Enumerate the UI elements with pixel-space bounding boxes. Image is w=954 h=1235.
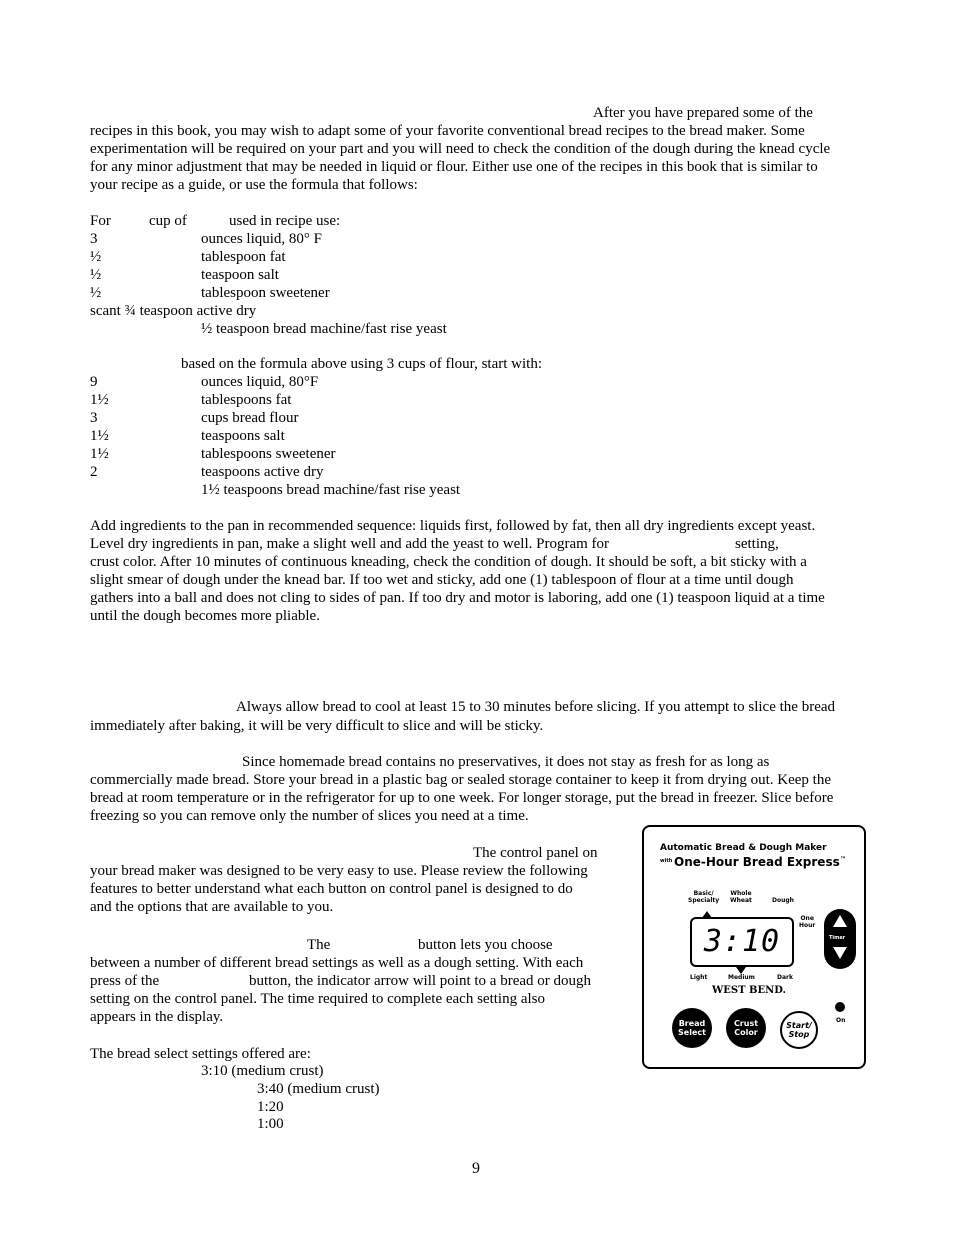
method-line: crust color. After 10 minutes of continuous kneading, check the condition of dough. It should be soft, a bit sticky with a — [90, 554, 807, 570]
method-line: slight smear of dough under the knead bar. If too wet and sticky, add one (1) tablespoon of flour at a time until dough — [90, 572, 794, 588]
method-line: setting, — [735, 536, 779, 552]
control-panel-line: your bread maker was designed to be very easy to use. Please review the following — [90, 863, 588, 879]
timer-button[interactable] — [824, 909, 856, 969]
formula-yeast-fast: ½ teaspoon bread machine/fast rise yeast — [201, 321, 447, 337]
bread-select-line: press of the — [90, 973, 160, 989]
setting-item: 1:20 — [257, 1099, 284, 1115]
setting-label-whole-wheat: Whole Wheat — [730, 890, 752, 904]
example-qty: 2 — [90, 464, 98, 480]
bread-select-line: The — [307, 937, 331, 953]
setting-label-dough: Dough — [772, 897, 794, 904]
formula-cup-of: cup of — [149, 213, 187, 229]
crust-color-button[interactable]: Crust Color — [726, 1008, 766, 1048]
panel-title-line2: One-Hour Bread Express — [674, 855, 840, 869]
example-qty: 9 — [90, 374, 98, 390]
indicator-down-arrow-icon — [736, 967, 746, 974]
example-item: teaspoons salt — [201, 428, 285, 444]
bread-select-line: between a number of different bread settings as well as a dough setting. With each — [90, 955, 584, 971]
lcd-display — [690, 917, 794, 967]
panel-with: with — [660, 858, 673, 864]
panel-tm: ™ — [840, 856, 846, 863]
timer-label: Timer — [829, 935, 846, 941]
example-qty: 1½ — [90, 446, 109, 462]
power-indicator-light — [835, 1002, 845, 1012]
example-yeast-fast: 1½ teaspoons bread machine/fast rise yeast — [201, 482, 461, 498]
bread-select-line: button, the indicator arrow will point to a bread or dough — [249, 973, 592, 989]
example-item: cups bread flour — [201, 410, 299, 426]
brand-logo: WEST BEND. — [712, 985, 787, 996]
start-stop-button[interactable]: Start/ Stop — [780, 1011, 818, 1049]
intro-line: experimentation will be required on your part and you will need to check the condition of the dough during the knead cycle — [90, 141, 831, 157]
formula-yeast-dry: scant ¾ teaspoon active dry — [90, 303, 257, 319]
bread-select-line: setting on the control panel. The time required to complete each setting also — [90, 991, 546, 1007]
formula-item: tablespoon fat — [201, 249, 286, 265]
formula-item: tablespoon sweetener — [201, 285, 330, 301]
setting-item: 3:10 (medium crust) — [201, 1063, 324, 1079]
setting-item: 3:40 (medium crust) — [257, 1081, 380, 1097]
control-panel-line: and the options that are available to you. — [90, 899, 334, 915]
example-qty: 1½ — [90, 392, 109, 408]
formula-item: ounces liquid, 80° F — [201, 231, 322, 247]
bread-select-line: button lets you choose — [418, 937, 553, 953]
formula-qty: ½ — [90, 285, 102, 301]
storing-line: bread at room temperature or in the refrigerator for up to one week. For longer storage, put the bread in freezer. Slice before — [90, 790, 834, 806]
intro-line: for any minor adjustment that may be needed in liquid or flour. Either use one of the recipes in this book that is similar to — [90, 159, 818, 175]
page-number: 9 — [472, 1160, 480, 1177]
slicing-line: Always allow bread to cool at least 15 to 30 minutes before slicing. If you attempt to slice the bread — [236, 699, 836, 715]
formula-item: teaspoon salt — [201, 267, 279, 283]
setting-label-basic: Basic/ Specialty — [688, 890, 720, 904]
slicing-line: immediately after baking, it will be very difficult to slice and will be sticky. — [90, 718, 544, 734]
method-line: until the dough becomes more pliable. — [90, 608, 320, 624]
control-panel-line: features to better understand what each button on control panel is designed to do — [90, 881, 573, 897]
settings-intro: The bread select settings offered are: — [90, 1046, 311, 1062]
crust-label-dark: Dark — [777, 974, 793, 981]
example-item: tablespoons fat — [201, 392, 292, 408]
control-panel-illustration — [642, 825, 866, 1069]
example-item: teaspoons active dry — [201, 464, 324, 480]
setting-label-one-hour: One Hour — [799, 915, 816, 929]
formula-used: used in recipe use: — [229, 213, 341, 229]
storing-line: Since homemade bread contains no preservatives, it does not stay as fresh for as long as — [242, 754, 770, 770]
on-label: On — [836, 1017, 846, 1024]
panel-title-line1: Automatic Bread & Dough Maker — [660, 843, 827, 853]
method-line: Add ingredients to the pan in recommended sequence: liquids first, followed by fat, then all dry ingredients except yeast. — [90, 518, 816, 534]
method-line: gathers into a ball and does not cling to sides of pan. If too dry and motor is laboring, add one (1) teaspoon liquid at a time — [90, 590, 825, 606]
formula-for: For — [90, 213, 111, 229]
display-time: 3:10 — [703, 924, 781, 959]
formula-qty: 3 — [90, 231, 98, 247]
bread-select-line: appears in the display. — [90, 1009, 224, 1025]
example-item: tablespoons sweetener — [201, 446, 336, 462]
timer-down-arrow-icon — [833, 947, 847, 959]
bread-select-button[interactable]: Bread Select — [672, 1008, 712, 1048]
formula-qty: ½ — [90, 267, 102, 283]
intro-line: After you have prepared some of the — [593, 105, 813, 121]
timer-up-arrow-icon — [833, 915, 847, 927]
storing-line: commercially made bread. Store your bread in a plastic bag or sealed storage container to keep it from drying out. Keep the — [90, 772, 831, 788]
example-qty: 1½ — [90, 428, 109, 444]
storing-line: freezing so you can remove only the number of slices you need at a time. — [90, 808, 529, 824]
crust-label-light: Light — [690, 974, 708, 981]
setting-item: 1:00 — [257, 1116, 284, 1132]
crust-label-medium: Medium — [728, 974, 755, 981]
example-item: ounces liquid, 80°F — [201, 374, 319, 390]
intro-line: your recipe as a guide, or use the formula that follows: — [90, 177, 418, 193]
control-panel-line: The control panel on — [473, 845, 598, 861]
formula-qty: ½ — [90, 249, 102, 265]
example-header: based on the formula above using 3 cups of flour, start with: — [181, 356, 542, 372]
method-line: Level dry ingredients in pan, make a slight well and add the yeast to well. Program for — [90, 536, 610, 552]
intro-line: recipes in this book, you may wish to adapt some of your favorite conventional bread recipes to the bread maker. Some — [90, 123, 805, 139]
example-qty: 3 — [90, 410, 98, 426]
